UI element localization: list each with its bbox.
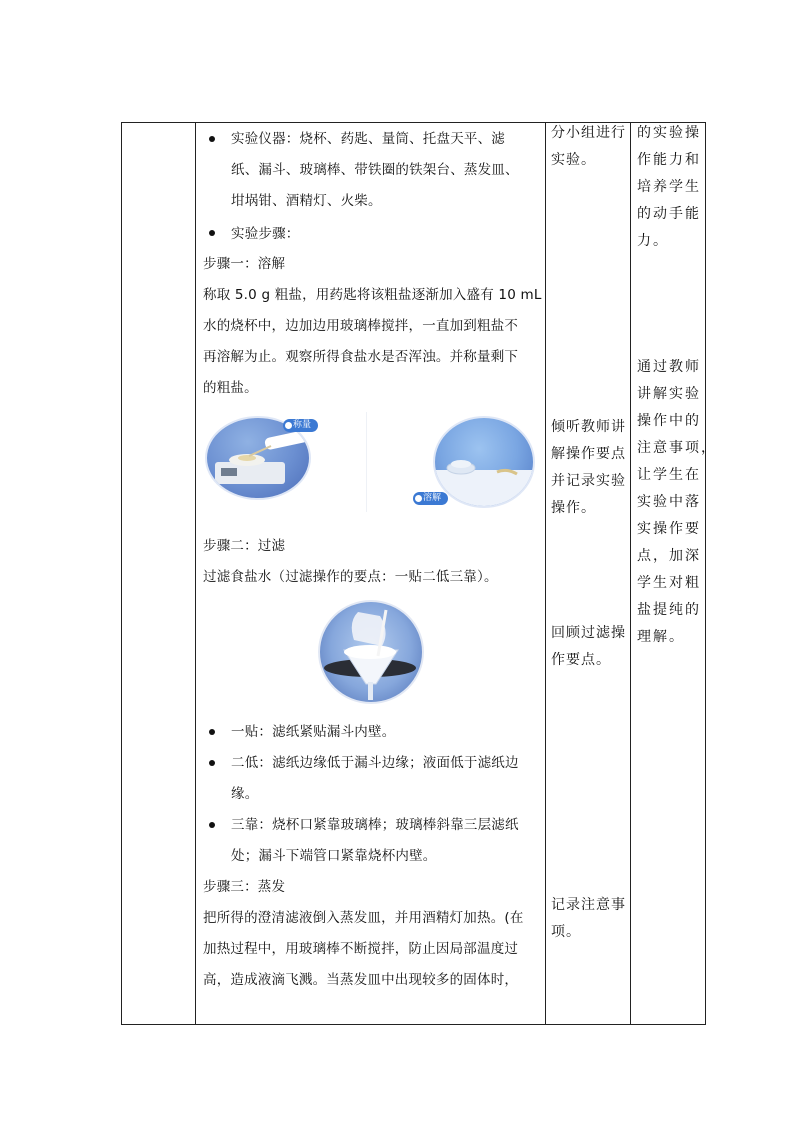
bullet-icon	[209, 230, 215, 236]
bullet-icon	[209, 136, 215, 142]
lesson-plan-table	[121, 122, 717, 1025]
student-activity-block-1: 分小组进行 实验。	[551, 125, 626, 168]
bullet-icon	[209, 760, 215, 766]
step2-description: 过滤食盐水（过滤操作的要点：一贴二低三靠）。	[203, 569, 498, 585]
student-activity-block-3: 回顾过滤操 作要点。	[551, 625, 626, 668]
weigh-tag: 称量	[283, 419, 318, 432]
point-2-line-1: 二低：滤纸边缘低于漏斗边缘；液面低于滤纸边	[231, 755, 519, 771]
student-activity-block-2: 倾听教师讲 解操作要点 并记录实验 操作。	[551, 419, 626, 516]
equipment-line-2: 纸、漏斗、玻璃棒、带铁圈的铁架台、蒸发皿、	[231, 162, 519, 178]
step3-title: 步骤三：蒸发	[203, 879, 286, 895]
step1-line-4: 的粗盐。	[203, 380, 258, 396]
step3-line-2: 加热过程中，用玻璃棒不断搅拌，防止因局部温度过	[203, 941, 519, 957]
bullet-icon	[209, 729, 215, 735]
step3-line-1: 把所得的澄清滤液倒入蒸发皿，并用酒精灯加热。(在	[203, 910, 524, 926]
point-1-line-1: 一贴：滤纸紧贴漏斗内壁。	[231, 724, 396, 740]
design-intent-block-1: 的实验操 作能力和 培养学生 的动手能 力。	[637, 125, 701, 249]
table-left-border	[121, 122, 122, 1025]
design-intent-block-2: 通过教师 讲解实验 操作中的 注意事项， 让学生在 实验中落 实操作要 点，加深 学生对粗 盐提纯的 理解。	[637, 359, 717, 645]
equipment-line-1: 实验仪器：烧杯、药匙、量筒、托盘天平、滤	[231, 131, 505, 147]
point-3-line-2: 处；漏斗下端管口紧靠烧杯内壁。	[231, 848, 437, 864]
table-bottom-border	[121, 1024, 706, 1025]
filtering-photo	[318, 600, 424, 704]
dissolving-photo	[433, 416, 535, 508]
equipment-line-3: 坩埚钳、酒精灯、火柴。	[231, 193, 382, 209]
bullet-icon	[209, 822, 215, 828]
step1-line-2: 水的烧杯中，边加边用玻璃棒搅拌，一直加到粗盐不	[203, 318, 519, 334]
column-divider-1	[195, 122, 196, 1025]
step1-line-3: 再溶解为止。观察所得食盐水是否浑浊。并称量剩下	[203, 349, 519, 365]
point-2-line-2: 缘。	[231, 786, 259, 802]
column-divider-2	[545, 122, 546, 1025]
steps-label: 实验步骤：	[231, 226, 300, 242]
beaker-illustration	[435, 418, 533, 506]
step2-title: 步骤二：过滤	[203, 538, 286, 554]
student-activity-block-4: 记录注意事 项。	[551, 897, 626, 940]
funnel-illustration	[320, 602, 422, 702]
step1-line-1: 称取 5.0 g 粗盐，用药匙将该粗盐逐渐加入盛有 10 mL	[203, 287, 542, 303]
dissolve-tag: 溶解	[413, 492, 448, 505]
step3-line-3: 高，造成液滴飞溅。当蒸发皿中出现较多的固体时，	[203, 972, 519, 988]
photo-divider	[366, 412, 367, 512]
step1-title: 步骤一：溶解	[203, 256, 286, 272]
point-3-line-1: 三靠：烧杯口紧靠玻璃棒；玻璃棒斜靠三层滤纸	[231, 817, 519, 833]
column-divider-3	[630, 122, 631, 1025]
